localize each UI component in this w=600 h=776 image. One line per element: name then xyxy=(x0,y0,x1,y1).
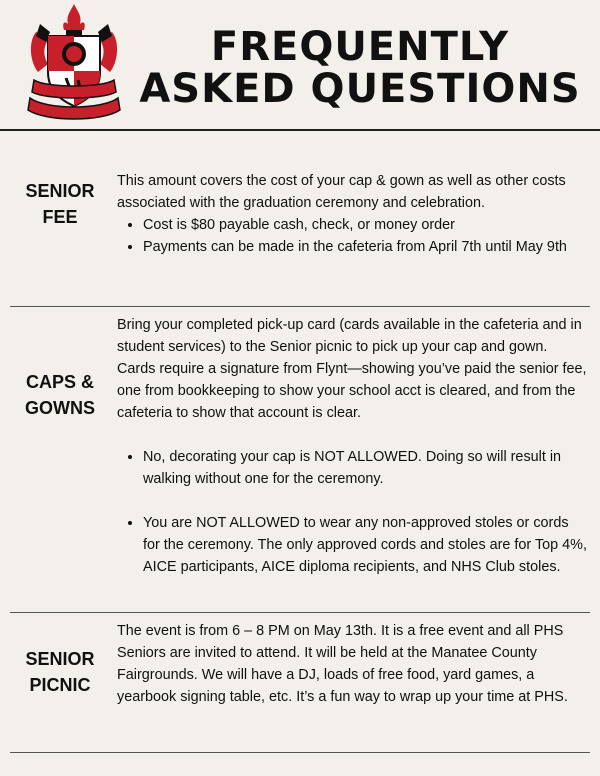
section-divider xyxy=(10,612,590,613)
section-intro: Bring your completed pick-up card (cards available in the cafeteria and in student services) to the Senior picnic to pick up your cap and gown. Cards require a signature from Flynt—showing you’ve paid the senior fee, one from bookkeeping to show your school acct is cleared, and from the cafeteria to show that account is clear. xyxy=(117,317,587,421)
section-label-line-1: CAPS & xyxy=(25,372,94,392)
section-content xyxy=(117,170,587,258)
section-label-line-2: GOWNS xyxy=(25,398,95,418)
section-content xyxy=(117,314,587,578)
header-divider xyxy=(0,129,600,131)
section-intro: The event is from 6 – 8 PM on May 13th. It is a free event and all PHS Seniors are invited to attend. It will be held at the Manatee County Fairgrounds. We will have a DJ, loads of free food, yard games, a yearbook signing table, etc. It’s a fun way to wrap up your time at PHS. xyxy=(117,623,568,705)
title-line-1: FREQUENTLY xyxy=(210,24,510,70)
bullet-list xyxy=(117,512,587,578)
section-label xyxy=(12,369,108,421)
section-label-line-2: PICNIC xyxy=(29,675,91,695)
section-divider xyxy=(10,752,590,753)
section-label-line-1: SENIOR xyxy=(25,181,95,201)
section-intro: This amount covers the cost of your cap & gown as well as other costs associated with the graduation ceremony and celebration. xyxy=(117,173,566,211)
section-label-line-2: FEE xyxy=(42,207,78,227)
section-label-line-1: SENIOR xyxy=(25,649,95,669)
section-label xyxy=(12,646,108,698)
bullet-list xyxy=(117,214,587,258)
title-line-2: ASKED QUESTIONS xyxy=(139,66,581,112)
section-content xyxy=(117,620,587,708)
list-item: • Cost is $80 payable cash, check, or money order xyxy=(143,214,587,236)
section-label xyxy=(12,178,108,230)
section-divider xyxy=(10,306,590,307)
page-header xyxy=(0,0,600,130)
bullet-list xyxy=(117,446,587,490)
list-item: • Payments can be made in the cafeteria from April 7th until May 9th xyxy=(143,236,587,258)
school-crest-logo xyxy=(26,2,122,124)
list-item: • You are NOT ALLOWED to wear any non-approved stoles or cords for the ceremony. The only approved cords and stoles are for Top 4%, AICE participants, AICE diploma recipients, and NHS Club stoles. xyxy=(143,512,587,578)
list-item: • No, decorating your cap is NOT ALLOWED. Doing so will result in walking without one for the ceremony. xyxy=(143,446,587,490)
page-title xyxy=(130,26,590,110)
